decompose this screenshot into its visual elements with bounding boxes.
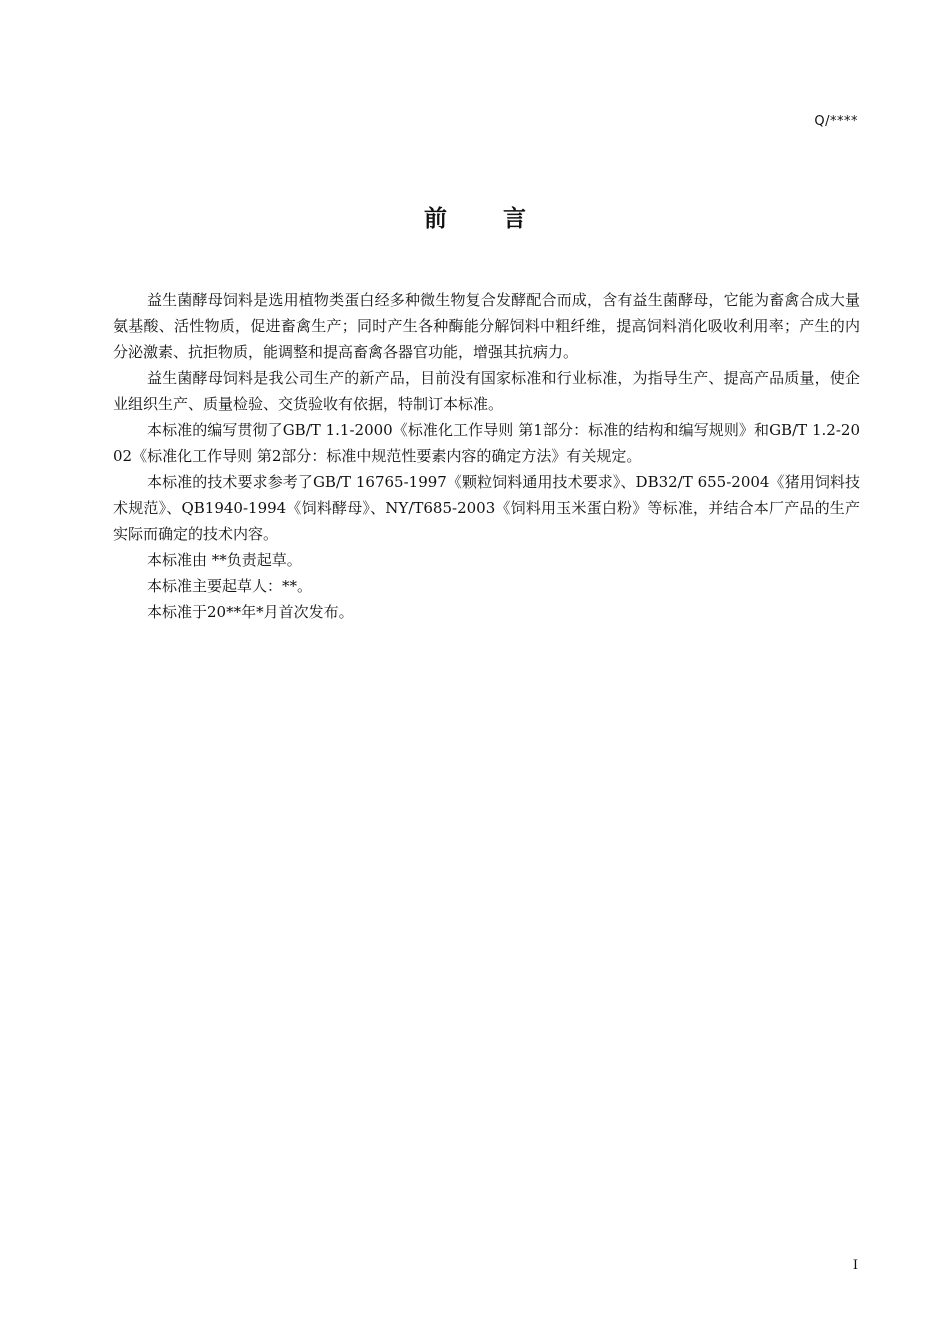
paragraph-main-drafters: 本标准主要起草人：**。 (147, 577, 313, 595)
standard-code: Q/**** (814, 114, 858, 129)
paragraph-purpose: 益生菌酵母饲料是我公司生产的新产品，目前没有国家标准和行业标准，为指导生产、提高产品质量，使企业组织生产、质量检验、交货验收有依据，特制订本标准。 (113, 369, 860, 413)
paragraph-intro: 益生菌酵母饲料是选用植物类蛋白经多种微生物复合发酵配合而成，含有益生菌酵母，它能为畜禽合成大量氨基酸、活性物质，促进畜禽生产；同时产生各种酶能分解饲料中粗纤维，提高饲料消化吸收利用率；产生的内分泌激素、抗拒物质，能调整和提高畜禽各器官功能，增强其抗病力。 (113, 291, 860, 361)
page-title: 前言 (424, 206, 582, 232)
preface-body (113, 287, 860, 625)
paragraph-first-release: 本标准于20**年*月首次发布。 (147, 603, 354, 621)
paragraph-drafting-rules: 本标准的编写贯彻了GB/T 1.1-2000《标准化工作导则 第1部分：标准的结构和编写规则》和GB/T 1.2-2002《标准化工作导则 第2部分：标准中规范性要素内容的确定方法》有关规定。 (113, 421, 860, 465)
page-number: I (852, 1258, 858, 1273)
paragraph-drafted-by: 本标准由 **负责起草。 (147, 551, 302, 569)
paragraph-technical-references: 本标准的技术要求参考了GB/T 16765-1997《颗粒饲料通用技术要求》、DB32/T 655-2004《猪用饲料技术规范》、QB1940-1994《饲料酵母》、NY/T685-2003《饲料用玉米蛋白粉》等标准，并结合本厂产品的生产实际而确定的技术内容。 (113, 473, 860, 543)
